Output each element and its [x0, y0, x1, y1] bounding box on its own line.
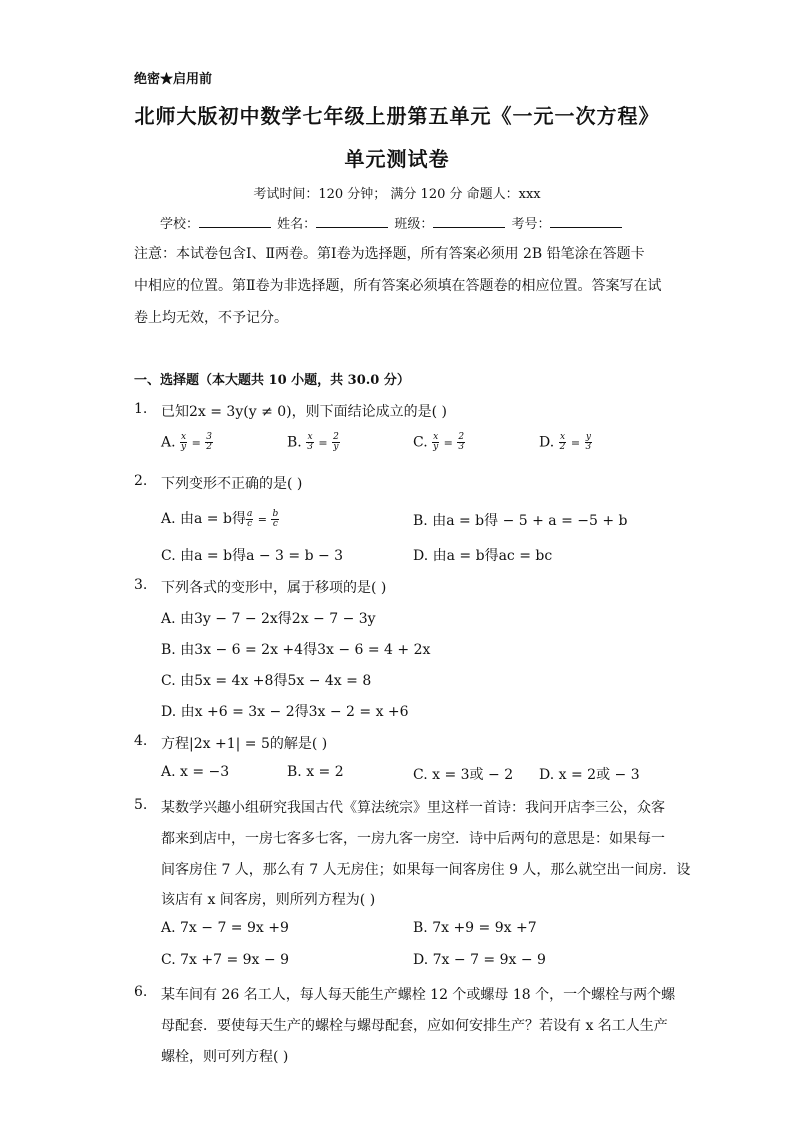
option-a[interactable]	[161, 764, 229, 780]
student-info-fields	[160, 213, 624, 232]
option-label: C.	[161, 548, 176, 564]
option-label: C.	[413, 767, 428, 783]
question-number: 1.	[134, 401, 148, 417]
option-text: 由x +6 = 3x − 2得3x − 2 = x +6	[180, 704, 409, 720]
option-a[interactable]: A. $\frac{x}{y}$ = $\frac{3}{2}$	[161, 432, 212, 452]
question-stem: 下列变形不正确的是( )	[161, 476, 303, 492]
option-b[interactable]	[413, 920, 537, 936]
option-text: 7x +7 = 9x − 9	[180, 952, 289, 968]
option-label: C.	[161, 673, 176, 689]
option-a[interactable]: A. 由a = b得 $\frac{a}{c}$ = $\frac{b}{c}$	[161, 508, 279, 529]
option-text: 7x − 7 = 9x +9	[180, 920, 289, 936]
option-label: B.	[413, 920, 428, 936]
option-text: 由3x − 6 = 2x +4得3x − 6 = 4 + 2x	[180, 642, 431, 658]
field-school-label: 学校：	[160, 217, 200, 232]
option-label: B.	[287, 764, 302, 780]
option-c[interactable]	[161, 670, 371, 690]
option-d[interactable]	[161, 701, 409, 721]
option-label: D.	[161, 704, 177, 720]
option-label: D.	[413, 952, 429, 968]
option-text: 由3y − 7 − 2x得2x − 7 − 3y	[180, 611, 376, 627]
option-label: D.	[539, 767, 555, 783]
question-stem-line: 都来到店中，一房七客多七客，一房九客一房空．诗中后两句的意思是：如果每一	[161, 831, 665, 847]
option-b[interactable]	[413, 510, 628, 530]
exam-title-line1: 北师大版初中数学七年级上册第五单元《一元一次方程》	[134, 104, 660, 128]
option-d[interactable]	[539, 764, 640, 784]
option-label: A.	[161, 511, 176, 527]
notice-line: 注意：本试卷包含Ⅰ、Ⅱ两卷。第Ⅰ卷为选择题，所有答案必须用 2B 铅笔涂在答题卡	[134, 246, 645, 262]
option-text: 由5x = 4x +8得5x − 4x = 8	[180, 673, 372, 689]
option-c[interactable]: C. $\frac{x}{y}$ = $\frac{2}{3}$	[413, 432, 465, 452]
option-label: A.	[161, 764, 176, 780]
option-d[interactable]: D. $\frac{x}{2}$ = $\frac{y}{3}$	[539, 432, 592, 452]
option-label: A.	[161, 434, 176, 451]
option-c[interactable]	[161, 545, 343, 565]
option-text: 7x +9 = 9x +7	[432, 920, 537, 936]
field-name-label: 姓名：	[277, 217, 317, 232]
option-text: 由a = b得a − 3 = b − 3	[180, 548, 344, 564]
option-b[interactable]: B. $\frac{x}{3}$ = $\frac{2}{y}$	[287, 432, 339, 452]
question-stem: 已知2x = 3y(y ≠ 0)，则下面结论成立的是( )	[161, 404, 447, 420]
field-class-label: 班级：	[394, 217, 434, 232]
question-stem: 方程|2x +1| = 5的解是( )	[161, 736, 328, 752]
question-number: 2.	[134, 473, 148, 489]
field-class-blank[interactable]	[433, 215, 505, 228]
option-label: C.	[161, 952, 176, 968]
option-c[interactable]	[413, 764, 513, 784]
option-label: A.	[161, 920, 176, 936]
question-stem-line: 该店有 x 间客房，则所列方程为( )	[161, 892, 376, 908]
option-text: x = 2或 − 3	[558, 767, 640, 783]
field-examno-blank[interactable]	[550, 215, 622, 228]
option-text: x = −3	[180, 764, 230, 780]
exam-title-line2: 单元测试卷	[344, 147, 450, 171]
question-number: 6.	[134, 984, 148, 1000]
exam-info: 考试时间：120 分钟； 满分 120 分 命题人：xxx	[253, 187, 541, 202]
question-stem: 下列各式的变形中，属于移项的是( )	[161, 580, 387, 596]
option-label: B.	[161, 642, 176, 658]
option-text: 由a = b得 − 5 + a = −5 + b	[432, 513, 628, 529]
question-number: 4.	[134, 733, 148, 749]
option-label: C.	[413, 434, 428, 451]
option-a[interactable]	[161, 920, 289, 936]
option-label: D.	[413, 548, 429, 564]
option-text: x = 2	[306, 764, 344, 780]
option-label: B.	[287, 434, 302, 451]
notice-line: 中相应的位置。第Ⅱ卷为非选择题，所有答案必须填在答题卷的相应位置。答案写在试	[134, 278, 662, 294]
question-number: 3.	[134, 577, 148, 593]
question-stem-line: 螺栓，则可列方程( )	[161, 1049, 289, 1065]
option-label: A.	[161, 611, 176, 627]
question-stem-line: 间客房住 7 人，那么有 7 人无房住；如果每一间客房住 9 人，那么就空出一间房．设	[161, 862, 691, 878]
question-stem-line: 母配套．要使每天生产的螺栓与螺母配套，应如何安排生产？若设有 x 名工人生产	[161, 1018, 668, 1034]
field-school-blank[interactable]	[199, 215, 271, 228]
secret-label: 绝密★启用前	[134, 72, 213, 87]
option-text: 由a = b得ac = bc	[432, 548, 553, 564]
question-stem-line: 某数学兴趣小组研究我国古代《算法统宗》里这样一首诗：我问开店李三公，众客	[161, 800, 665, 816]
option-c[interactable]	[161, 952, 289, 968]
section-heading: 一、选择题（本大题共 10 小题，共 30.0 分）	[134, 373, 410, 388]
option-d[interactable]	[413, 952, 546, 968]
question-stem-line: 某车间有 26 名工人，每人每天能生产螺栓 12 个或螺母 18 个，一个螺栓与两个螺	[161, 987, 676, 1003]
option-label: B.	[413, 513, 428, 529]
option-text: 7x − 7 = 9x − 9	[432, 952, 546, 968]
option-a[interactable]	[161, 608, 376, 628]
option-text: x = 3或 − 2	[432, 767, 514, 783]
option-label: D.	[539, 434, 555, 451]
option-b[interactable]	[287, 764, 344, 780]
option-d[interactable]	[413, 545, 552, 565]
option-b[interactable]	[161, 639, 430, 659]
field-examno-label: 考号：	[511, 217, 551, 232]
question-number: 5.	[134, 797, 148, 813]
field-name-blank[interactable]	[316, 215, 388, 228]
notice-line: 卷上均无效，不予记分。	[134, 310, 288, 326]
